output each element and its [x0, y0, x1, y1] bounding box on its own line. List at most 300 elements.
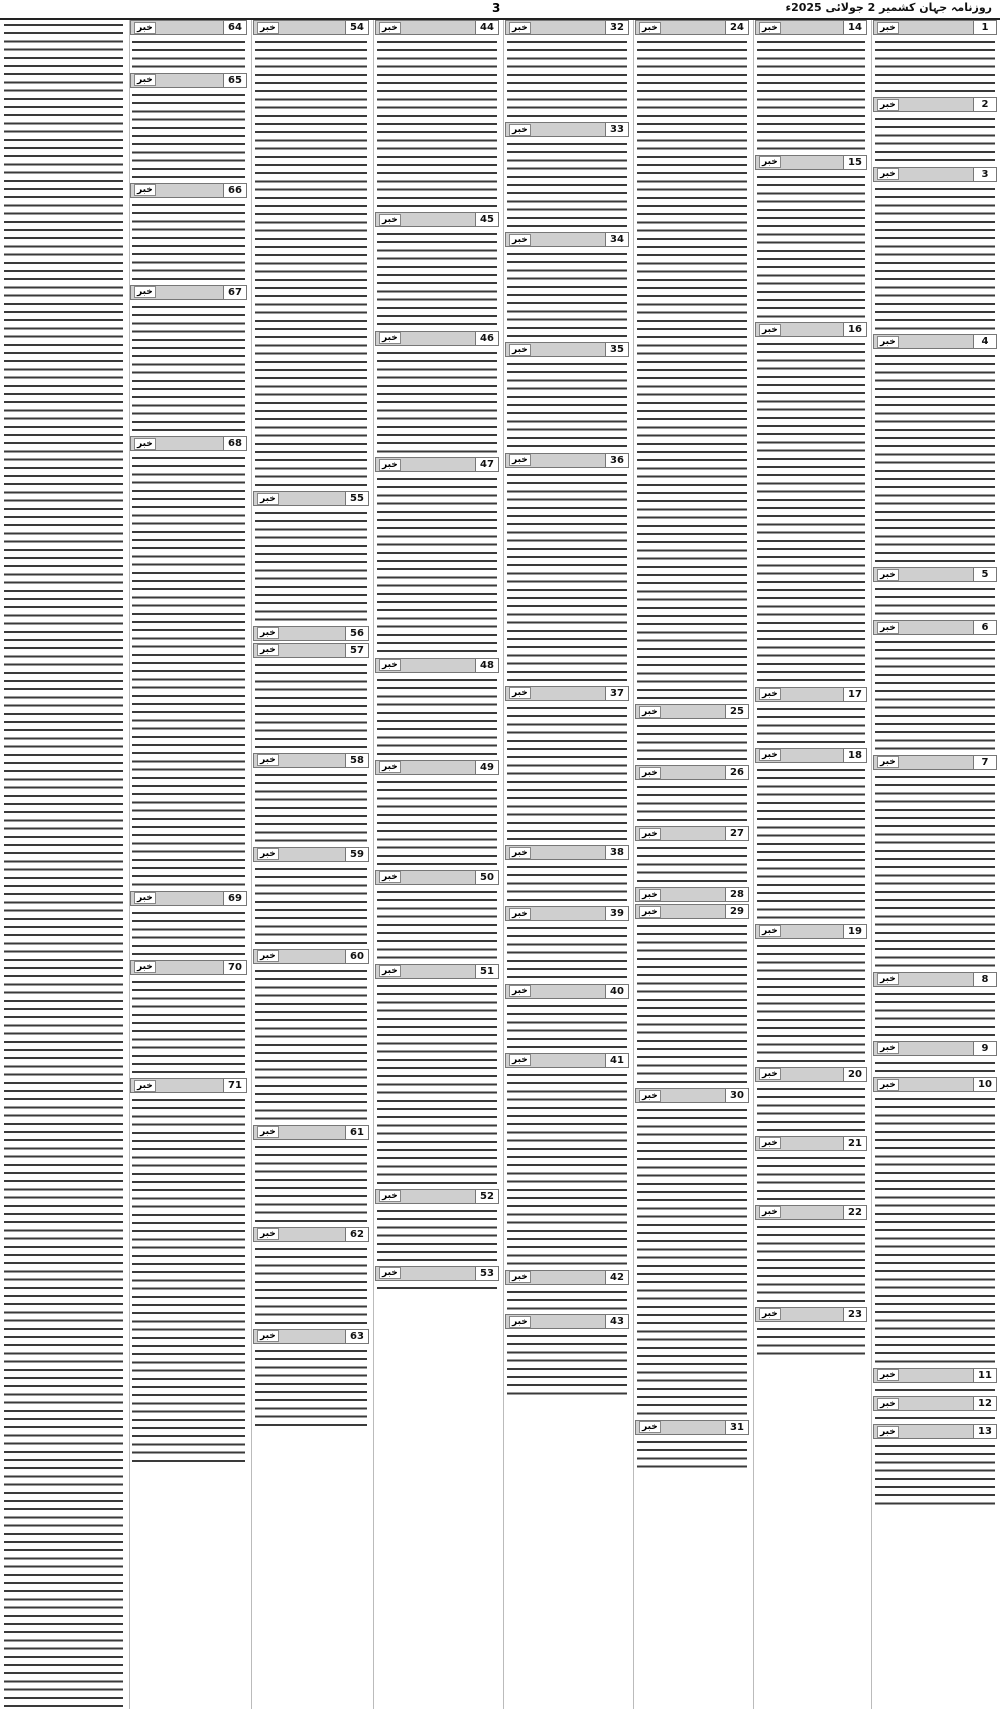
news-item-title-bar — [874, 168, 973, 181]
news-item-text — [132, 302, 245, 433]
news-item-title-bar — [756, 1068, 843, 1081]
news-item-title-bar — [636, 766, 725, 779]
news-item-header — [755, 1136, 867, 1151]
news-item-number: 29 — [725, 905, 748, 918]
news-item-number: 13 — [973, 1425, 996, 1438]
news-item-number: 53 — [475, 1267, 498, 1280]
news-item — [873, 97, 997, 166]
news-item-number: 62 — [345, 1228, 368, 1241]
news-item-title-bar — [506, 1054, 605, 1067]
news-item-number: 4 — [973, 335, 996, 348]
news-item-header — [375, 20, 499, 35]
news-item-marker: خبر — [877, 1079, 899, 1091]
news-item-header — [873, 620, 997, 635]
news-item-marker: خبر — [379, 332, 401, 344]
news-item — [130, 285, 247, 436]
news-item-header — [130, 285, 247, 300]
news-item-title-bar — [636, 888, 725, 901]
news-item-title-bar — [376, 213, 475, 226]
news-item-header — [130, 183, 247, 198]
news-item-title-bar — [254, 644, 345, 657]
news-item-title-bar — [874, 1042, 973, 1055]
news-item-header — [130, 20, 247, 35]
news-item-marker: خبر — [379, 459, 401, 471]
news-item — [375, 870, 499, 964]
news-item-number: 6 — [973, 621, 996, 634]
news-item-marker: خبر — [639, 1421, 661, 1433]
news-item-number: 46 — [475, 332, 498, 345]
news-item-text — [875, 37, 995, 94]
news-item-header — [755, 155, 867, 170]
news-item — [755, 322, 867, 686]
news-item-marker: خبر — [759, 1068, 781, 1080]
news-item-number: 38 — [605, 846, 628, 859]
news-item-text — [377, 777, 497, 867]
news-item-marker: خبر — [639, 906, 661, 918]
news-item-header — [635, 1088, 749, 1103]
news-item-number: 44 — [475, 21, 498, 34]
news-item-header — [505, 1314, 629, 1329]
news-item-text — [132, 37, 245, 70]
news-item-header — [253, 626, 369, 641]
news-item-marker: خبر — [134, 892, 156, 904]
news-item-title-bar — [131, 286, 223, 299]
news-item — [375, 760, 499, 870]
news-item-text — [132, 908, 245, 957]
news-item-text — [757, 172, 865, 320]
news-item — [253, 847, 369, 949]
news-item-text — [507, 359, 627, 449]
news-item-header — [375, 1266, 499, 1281]
news-item-header — [505, 20, 629, 35]
news-item-number: 41 — [605, 1054, 628, 1067]
news-item-marker: خبر — [759, 925, 781, 937]
news-item-text — [377, 1283, 497, 1291]
news-item-header — [505, 845, 629, 860]
news-item-text — [875, 584, 995, 617]
column-7 — [130, 20, 247, 1709]
news-item-title-bar — [131, 184, 223, 197]
news-item-marker: خبر — [877, 22, 899, 34]
news-item-title-bar — [636, 705, 725, 718]
news-item-marker: خبر — [509, 687, 531, 699]
news-item-header — [755, 322, 867, 337]
news-item-marker: خبر — [877, 336, 899, 348]
news-item-number: 28 — [725, 888, 748, 901]
news-item-number: 11 — [973, 1369, 996, 1382]
news-item-header — [873, 1368, 997, 1383]
news-item-title-bar — [756, 21, 843, 34]
news-item-title-bar — [376, 1190, 475, 1203]
news-item-number: 52 — [475, 1190, 498, 1203]
news-item-marker: خبر — [379, 761, 401, 773]
news-item-header — [635, 704, 749, 719]
news-item-header — [635, 826, 749, 841]
news-item-title-bar — [506, 907, 605, 920]
news-item-title-bar — [506, 123, 605, 136]
news-item-text — [377, 1206, 497, 1263]
news-item-marker: خبر — [257, 1330, 279, 1342]
news-item — [505, 845, 629, 906]
news-item-number: 42 — [605, 1271, 628, 1284]
news-item-number: 57 — [345, 644, 368, 657]
news-item — [505, 20, 629, 122]
news-item-text — [875, 1441, 995, 1507]
news-item-header — [253, 753, 369, 768]
news-item-title-bar — [636, 1089, 725, 1102]
news-item-marker: خبر — [509, 234, 531, 246]
news-item-header — [873, 755, 997, 770]
news-item-text — [377, 37, 497, 209]
news-item-header — [375, 457, 499, 472]
news-item-marker: خبر — [379, 214, 401, 226]
news-item-number: 34 — [605, 233, 628, 246]
news-item-text — [507, 37, 627, 119]
news-item — [755, 748, 867, 924]
news-item-number: 25 — [725, 705, 748, 718]
news-item-marker: خبر — [877, 622, 899, 634]
news-item-marker: خبر — [134, 22, 156, 34]
news-item-text — [255, 770, 367, 844]
news-item-header — [635, 765, 749, 780]
news-item-text — [507, 1287, 627, 1312]
news-item-title-bar — [506, 1271, 605, 1284]
news-item-header — [873, 1396, 997, 1411]
news-item-marker: خبر — [379, 965, 401, 977]
news-item-title-bar — [756, 323, 843, 336]
news-item-number: 56 — [345, 627, 368, 640]
news-item-marker: خبر — [877, 756, 899, 768]
column-divider — [753, 20, 754, 1709]
news-item-title-bar — [874, 1425, 973, 1438]
news-item-header — [253, 949, 369, 964]
news-item-header — [253, 1125, 369, 1140]
news-item-title-bar — [874, 756, 973, 769]
news-item — [375, 331, 499, 458]
news-item-title-bar — [756, 156, 843, 169]
news-item-number: 49 — [475, 761, 498, 774]
news-item-header — [130, 73, 247, 88]
news-item-header — [130, 1078, 247, 1093]
news-item-number: 15 — [843, 156, 866, 169]
news-item-text — [637, 782, 747, 823]
news-item — [755, 1205, 867, 1307]
news-item-header — [755, 20, 867, 35]
news-item-number: 17 — [843, 688, 866, 701]
news-item-text — [255, 1142, 367, 1224]
news-item-number: 59 — [345, 848, 368, 861]
news-item-text — [507, 703, 627, 842]
news-item-header — [375, 331, 499, 346]
news-item-marker: خبر — [877, 168, 899, 180]
news-item-marker: خبر — [257, 627, 279, 639]
news-item-title-bar — [874, 1369, 973, 1382]
news-item-number: 60 — [345, 950, 368, 963]
news-item-marker: خبر — [257, 1126, 279, 1138]
news-item-title-bar — [636, 827, 725, 840]
news-item-number: 47 — [475, 458, 498, 471]
news-item-marker: خبر — [877, 99, 899, 111]
news-item-number: 21 — [843, 1137, 866, 1150]
news-item-text — [132, 1095, 245, 1464]
news-item-header — [755, 1307, 867, 1322]
news-item-title-bar — [254, 492, 345, 505]
news-item-number: 19 — [843, 925, 866, 938]
news-item — [375, 20, 499, 212]
news-item-text — [507, 1331, 627, 1397]
news-item-text — [757, 704, 865, 745]
column-divider — [251, 20, 252, 1709]
news-item — [375, 457, 499, 657]
news-item-text — [255, 1244, 367, 1326]
news-item-marker: خبر — [379, 22, 401, 34]
news-item-title-bar — [254, 1228, 345, 1241]
news-item-header — [505, 122, 629, 137]
news-item-header — [873, 334, 997, 349]
news-item-text — [757, 1153, 865, 1202]
column-1 — [873, 20, 997, 1709]
news-item-title-bar — [131, 892, 223, 905]
news-item — [635, 904, 749, 1088]
news-item-text — [875, 1385, 995, 1393]
page-header — [0, 0, 1000, 20]
news-item-title-bar — [506, 1315, 605, 1328]
news-item-text — [255, 966, 367, 1122]
news-item-title-bar — [506, 454, 605, 467]
news-item — [375, 658, 499, 760]
news-item — [873, 334, 997, 567]
column-5 — [375, 20, 499, 1709]
news-item-text — [507, 862, 627, 903]
news-item-title-bar — [131, 437, 223, 450]
news-item — [873, 1041, 997, 1077]
news-item-marker: خبر — [379, 1190, 401, 1202]
news-item-number: 14 — [843, 21, 866, 34]
news-item-number: 12 — [973, 1397, 996, 1410]
news-item-text — [4, 20, 123, 1709]
news-item-header — [253, 847, 369, 862]
news-item — [130, 20, 247, 73]
news-item-marker: خبر — [134, 438, 156, 450]
news-item — [505, 906, 629, 983]
news-item-number: 10 — [973, 1078, 996, 1091]
news-item-marker: خبر — [257, 22, 279, 34]
news-item-title-bar — [636, 1421, 725, 1434]
news-item — [253, 949, 369, 1125]
news-item-title-bar — [874, 1078, 973, 1091]
news-item — [755, 687, 867, 748]
news-item-number: 3 — [973, 168, 996, 181]
news-item-marker: خبر — [379, 659, 401, 671]
news-item — [130, 891, 247, 960]
page-number: 3 — [492, 1, 501, 15]
news-item-header — [130, 436, 247, 451]
news-item — [635, 20, 749, 704]
news-item-text — [377, 675, 497, 757]
news-item-marker: خبر — [759, 749, 781, 761]
news-item-title-bar — [376, 458, 475, 471]
news-item-header — [873, 167, 997, 182]
news-item — [130, 1078, 247, 1467]
news-item-text — [255, 1346, 367, 1428]
news-item-number: 68 — [223, 437, 246, 450]
news-item-header — [505, 232, 629, 247]
news-item-number: 31 — [725, 1421, 748, 1434]
news-item-marker: خبر — [877, 1369, 899, 1381]
news-item-number: 55 — [345, 492, 368, 505]
news-item — [873, 1368, 997, 1396]
news-item-title-bar — [376, 965, 475, 978]
news-item-number: 51 — [475, 965, 498, 978]
news-item-header — [253, 1227, 369, 1242]
column-divider — [503, 20, 504, 1709]
news-item-title-bar — [376, 659, 475, 672]
news-item-title-bar — [254, 754, 345, 767]
news-item-text — [507, 1070, 627, 1267]
news-item-marker: خبر — [134, 286, 156, 298]
news-item — [873, 972, 997, 1041]
news-item-text — [637, 843, 747, 884]
news-item-title-bar — [874, 335, 973, 348]
news-item-title-bar — [254, 21, 345, 34]
news-item-marker: خبر — [759, 324, 781, 336]
news-item-text — [875, 184, 995, 332]
news-item-header — [253, 1329, 369, 1344]
news-item-title-bar — [131, 1079, 223, 1092]
news-item-header — [253, 20, 369, 35]
news-item-text — [875, 351, 995, 564]
news-item — [2, 20, 125, 1709]
news-item — [505, 1053, 629, 1270]
news-item-title-bar — [376, 871, 475, 884]
news-item-number: 27 — [725, 827, 748, 840]
news-item — [253, 1227, 369, 1329]
news-item — [505, 453, 629, 686]
news-item — [755, 20, 867, 155]
news-item-number: 37 — [605, 687, 628, 700]
news-item — [873, 755, 997, 972]
news-item-marker: خبر — [379, 871, 401, 883]
news-item-title-bar — [756, 749, 843, 762]
news-item-marker: خبر — [639, 828, 661, 840]
news-item — [873, 620, 997, 755]
news-item-title-bar — [131, 961, 223, 974]
news-item — [130, 436, 247, 891]
news-item-text — [757, 1324, 865, 1357]
news-item-title-bar — [376, 761, 475, 774]
column-divider — [871, 20, 872, 1709]
news-item-header — [375, 658, 499, 673]
news-item-header — [635, 887, 749, 902]
news-item-marker: خبر — [639, 889, 661, 901]
news-item-text — [132, 200, 245, 282]
news-item-number: 7 — [973, 756, 996, 769]
news-item-number: 39 — [605, 907, 628, 920]
news-item-marker: خبر — [639, 706, 661, 718]
news-item-header — [130, 960, 247, 975]
news-item-title-bar — [874, 1397, 973, 1410]
news-item-marker: خبر — [759, 1206, 781, 1218]
news-item-text — [507, 139, 627, 229]
news-item-header — [253, 491, 369, 506]
news-item-text — [757, 765, 865, 921]
news-item — [635, 704, 749, 765]
news-item-text — [507, 249, 627, 339]
news-item-header — [873, 567, 997, 582]
news-item-number: 58 — [345, 754, 368, 767]
news-item-title-bar — [756, 1137, 843, 1150]
news-item-header — [375, 870, 499, 885]
news-item-header — [755, 1205, 867, 1220]
news-item-text — [255, 660, 367, 750]
news-item-marker: خبر — [759, 688, 781, 700]
news-item-number: 22 — [843, 1206, 866, 1219]
news-item-number: 23 — [843, 1308, 866, 1321]
news-item-number: 16 — [843, 323, 866, 336]
news-item-text — [377, 981, 497, 1186]
news-item-marker: خبر — [257, 493, 279, 505]
news-item — [755, 1307, 867, 1360]
news-item-title-bar — [506, 343, 605, 356]
news-item-header — [253, 643, 369, 658]
news-item-number: 36 — [605, 454, 628, 467]
news-item — [253, 753, 369, 847]
news-item-text — [377, 887, 497, 961]
news-item-header — [505, 906, 629, 921]
news-item-marker: خبر — [509, 1271, 531, 1283]
news-item-text — [507, 923, 627, 980]
news-item-header — [755, 924, 867, 939]
news-item-title-bar — [874, 621, 973, 634]
news-item — [253, 1329, 369, 1431]
news-item-number: 50 — [475, 871, 498, 884]
news-item-number: 43 — [605, 1315, 628, 1328]
news-item-title-bar — [376, 332, 475, 345]
news-item-text — [377, 474, 497, 654]
news-item-marker: خبر — [877, 1398, 899, 1410]
news-item-header — [873, 97, 997, 112]
news-item-marker: خبر — [257, 950, 279, 962]
news-item-marker: خبر — [509, 454, 531, 466]
news-item-marker: خبر — [759, 22, 781, 34]
news-item-number: 33 — [605, 123, 628, 136]
news-item-number: 54 — [345, 21, 368, 34]
column-3 — [635, 20, 749, 1709]
news-item-text — [637, 721, 747, 762]
news-item — [755, 924, 867, 1067]
news-item-title-bar — [254, 627, 345, 640]
news-item-marker: خبر — [134, 1080, 156, 1092]
news-item — [375, 964, 499, 1189]
news-item — [635, 826, 749, 887]
news-item-number: 71 — [223, 1079, 246, 1092]
news-item-marker: خبر — [759, 156, 781, 168]
news-item — [505, 342, 629, 452]
news-item-text — [637, 37, 747, 701]
news-item-text — [875, 1058, 995, 1074]
news-item-marker: خبر — [639, 767, 661, 779]
news-item-marker: خبر — [509, 847, 531, 859]
news-item-title-bar — [756, 1206, 843, 1219]
news-item-title-bar — [506, 687, 605, 700]
news-item-number: 63 — [345, 1330, 368, 1343]
news-item — [873, 167, 997, 335]
news-item-title-bar — [376, 1267, 475, 1280]
news-item-header — [873, 972, 997, 987]
column-4 — [505, 20, 629, 1709]
news-item-marker: خبر — [509, 1054, 531, 1066]
news-item-text — [757, 941, 865, 1064]
